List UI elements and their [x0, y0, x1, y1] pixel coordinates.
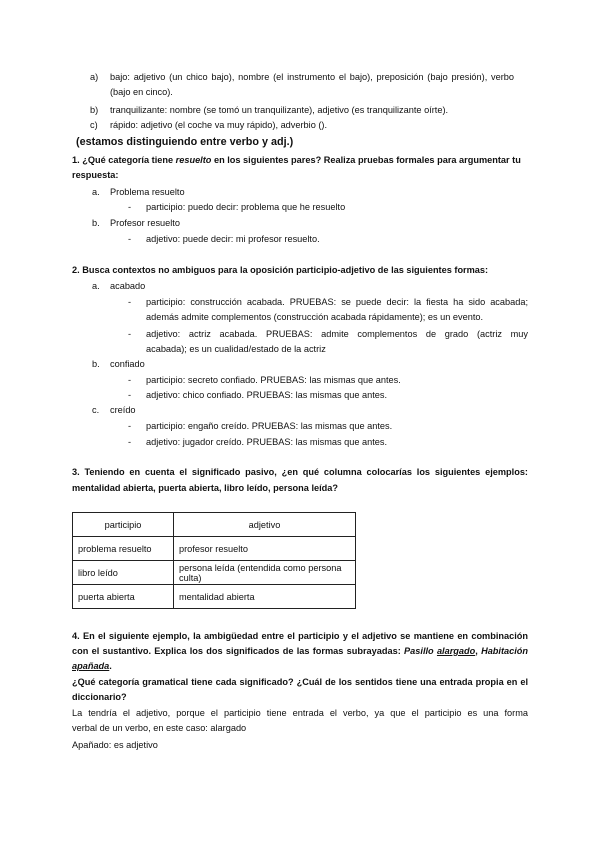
underlined-form: apañada [72, 661, 110, 671]
sub-item: adjetivo: actriz acabada. PRUEBAS: admite complementos de grado (actriz muy [146, 329, 528, 339]
table-cell: libro leído [73, 561, 174, 585]
question-3-title: 3. Teniendo en cuenta el significado pasivo, ¿en qué columna colocarías los siguientes ejemplos: [72, 467, 528, 477]
dash-bullet: - [128, 329, 132, 339]
sub-item: participio: puedo decir: problema que he resuelto [146, 202, 346, 212]
list-item: acabado [110, 281, 146, 291]
table-row [73, 537, 356, 561]
dash-bullet: - [128, 437, 132, 447]
question-4-title: 4. En el siguiente ejemplo, la ambigüedad entre el participio y el adjetivo se mantiene en combinación [72, 631, 528, 641]
sub-item: adjetivo: chico confiado. PRUEBAS: las mismas que antes. [146, 390, 388, 400]
question-4-subquestion: ¿Qué categoría gramatical tiene cada significado? ¿Cuál de los sentidos tiene una entrada propia en el [72, 677, 528, 687]
sub-item-continuation: acabada); es un cualidad/estado de la actriz [146, 344, 326, 354]
list-item: Problema resuelto [110, 187, 185, 197]
dash-bullet: - [128, 234, 132, 244]
list-label: c) [90, 120, 98, 130]
dash-bullet: - [128, 421, 132, 431]
list-item: confiado [110, 359, 145, 369]
list-label: b. [92, 218, 100, 228]
sub-item: participio: secreto confiado. PRUEBAS: las mismas que antes. [146, 375, 401, 385]
answer-text: La tendría el adjetivo, porque el participio tiene entrada el verbo, ya que el participio es una forma [72, 708, 528, 718]
question-1-title: 1. ¿Qué categoría tiene resuelto en los siguientes pares? Realiza pruebas formales para argumentar tu [72, 155, 521, 165]
sub-item: participio: construcción acabada. PRUEBAS: se puede decir: la fiesta ha sido acabada; [146, 297, 528, 307]
list-item: bajo: adjetivo (un chico bajo), nombre (el instrumento el bajo), preposición (bajo presión), verbo [110, 72, 514, 82]
table-header: adjetivo [174, 513, 356, 537]
list-label: a. [92, 187, 100, 197]
table-row [73, 585, 356, 609]
list-label: b. [92, 359, 100, 369]
sub-item: adjetivo: puede decir: mi profesor resuelto. [146, 234, 320, 244]
list-item: tranquilizante: nombre (se tomó un tranquilizante), adjetivo (es tranquilizante oírte). [110, 105, 449, 115]
answer-text: Apañado: es adjetivo [72, 740, 158, 750]
table-cell: profesor resuelto [174, 537, 356, 561]
table-row [73, 561, 356, 585]
section-note: (estamos distinguiendo entre verbo y adj.) [76, 136, 294, 148]
list-item-continuation: (bajo en cinco). [110, 87, 173, 97]
table-cell: mentalidad abierta [174, 585, 356, 609]
sub-item: participio: engaño creído. PRUEBAS: las mismas que antes. [146, 421, 393, 431]
list-label: a. [92, 281, 100, 291]
dash-bullet: - [128, 375, 132, 385]
question-4-title-cont: con el sustantivo. Explica los dos significados de las formas subrayadas: Pasillo alargado, Habitación [72, 646, 529, 656]
table-header: participio [73, 513, 174, 537]
table-cell: persona leída (entendida como persona culta) [174, 561, 356, 585]
answer-text: verbal de un verbo, en este caso: alargado [72, 723, 247, 733]
question-2-title: 2. Busca contextos no ambiguos para la oposición participio-adjetivo de las siguientes formas: [72, 265, 489, 275]
table-cell: puerta abierta [73, 585, 174, 609]
list-label: b) [90, 105, 99, 115]
underlined-form: alargado [436, 646, 476, 656]
list-item: rápido: adjetivo (el coche va muy rápido), adverbio (). [110, 120, 328, 130]
list-item: creído [110, 405, 136, 415]
table-header-row [73, 513, 356, 537]
dash-bullet: - [128, 202, 132, 212]
question-4-title-cont: apañada. [72, 661, 112, 671]
dash-bullet: - [128, 390, 132, 400]
question-1-title-cont: respuesta: [72, 170, 119, 180]
table-cell: problema resuelto [73, 537, 174, 561]
list-item: Profesor resuelto [110, 218, 180, 228]
dash-bullet: - [128, 297, 132, 307]
sub-item: adjetivo: jugador creído. PRUEBAS: las mismas que antes. [146, 437, 388, 447]
sub-item-continuation: además admite complementos (construcción acabada rápidamente); es un evento. [146, 312, 484, 322]
question-3-title-cont: mentalidad abierta, puerta abierta, libro leído, persona leída? [72, 483, 338, 493]
classification-table [72, 512, 356, 609]
question-1-keyword: resuelto [175, 155, 212, 165]
list-label: a) [90, 72, 99, 82]
question-4-subquestion-cont: diccionario? [72, 692, 127, 702]
list-label: c. [92, 405, 100, 415]
